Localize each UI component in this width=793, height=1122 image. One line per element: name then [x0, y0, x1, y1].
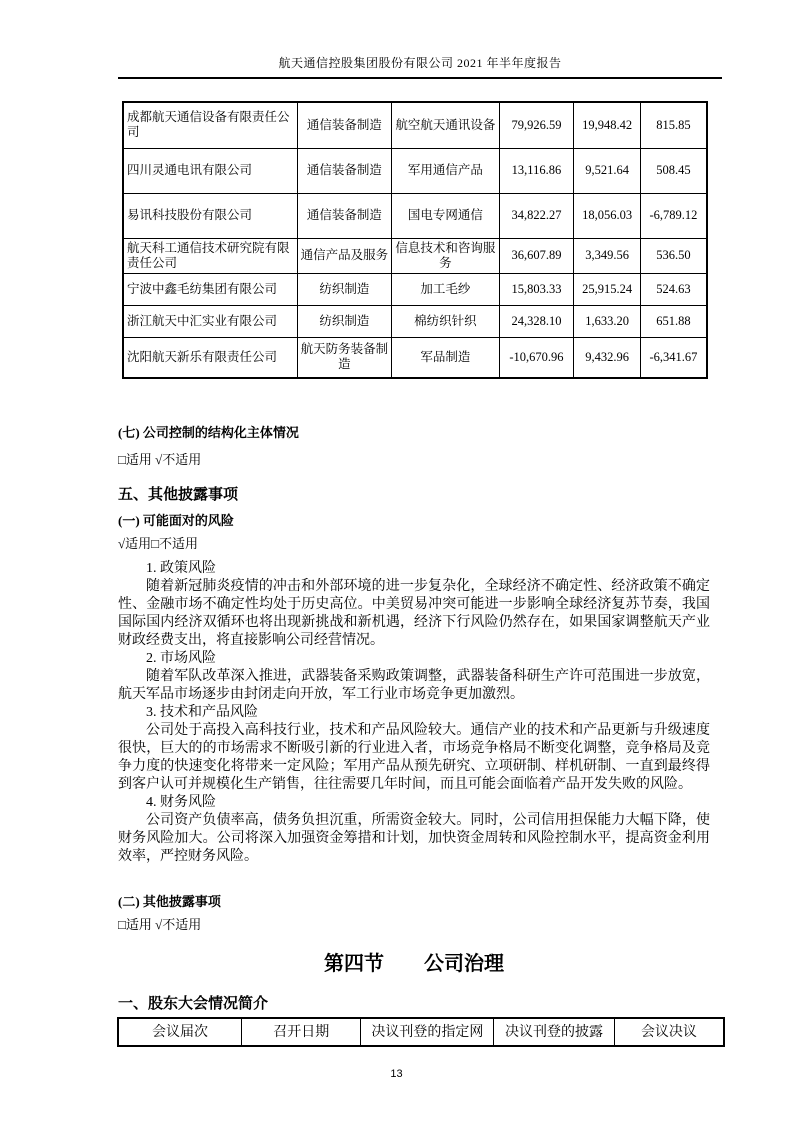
industry-cell: 纺织制造	[297, 273, 392, 305]
table-row	[123, 238, 707, 273]
industry-cell: 航天防务装备制造	[297, 337, 392, 378]
company-name-cell: 成都航天通信设备有限责任公司	[123, 102, 297, 148]
value-cell: 1,633.20	[574, 305, 641, 337]
value-cell: 24,328.10	[499, 305, 574, 337]
page-number: 13	[390, 1068, 403, 1080]
value-cell: 524.63	[640, 273, 707, 305]
column-header: 决议刊登的披露	[494, 1018, 615, 1046]
table-row	[123, 273, 707, 305]
company-name-cell: 易讯科技股份有限公司	[123, 193, 297, 238]
value-cell: 815.85	[640, 102, 707, 148]
risk-item-title: 3. 技术和产品风险	[146, 705, 258, 720]
risk-item-title: 1. 政策风险	[146, 561, 216, 576]
risk-item-body: 随着新冠肺炎疫情的冲击和外部环境的进一步复杂化，全球经济不确定性、经济政策不确定性、金融市场不确定性均处于历史高位。中美贸易冲突可能进一步影响全球经济复苏节奏，我国国际国内经济双循环也将出现新挑战和新机遇，经济下行风险仍然存在，如果国家调整航天产业财政经费支出，将直接影响公司经营情况。	[118, 579, 710, 648]
section4-name: 公司治理	[424, 953, 504, 975]
products-cell: 加工毛纱	[392, 273, 499, 305]
products-cell: 棉纺织针织	[392, 305, 499, 337]
value-cell: 13,116.86	[499, 148, 574, 193]
section4-title	[118, 949, 710, 979]
products-cell: 国电专网通信	[392, 193, 499, 238]
applicability-structured-entities: □适用 √不适用	[118, 452, 202, 467]
heading-shareholder-meetings: 一、股东大会情况简介	[118, 996, 269, 1012]
column-header: 会议决议	[614, 1018, 724, 1046]
company-name-cell: 宁波中鑫毛纺集团有限公司	[123, 273, 297, 305]
heading-structured-entities: (七) 公司控制的结构化主体情况	[118, 425, 299, 440]
products-cell: 军用通信产品	[392, 148, 499, 193]
company-name-cell: 四川灵通电讯有限公司	[123, 148, 297, 193]
shareholder-meetings-table	[117, 1017, 725, 1047]
table-row	[123, 337, 707, 378]
value-cell: 9,521.64	[574, 148, 641, 193]
industry-cell: 通信装备制造	[297, 148, 392, 193]
table-header-row	[118, 1018, 724, 1046]
text-content	[118, 423, 710, 1047]
company-name-cell: 航天科工通信技术研究院有限责任公司	[123, 238, 297, 273]
heading-possible-risks: (一) 可能面对的风险	[118, 513, 234, 528]
company-name-cell: 沈阳航天新乐有限责任公司	[123, 337, 297, 378]
risk-section	[118, 560, 710, 866]
table-row	[123, 102, 707, 148]
risk-item-body: 随着军队改革深入推进，武器装备采购政策调整，武器装备科研生产许可范围进一步放宽，航天军品市场逐步由封闭走向开放，军工行业市场竞争更加激烈。	[118, 669, 710, 702]
industry-cell: 通信产品及服务	[297, 238, 392, 273]
table-row	[123, 305, 707, 337]
products-cell: 航空航天通讯设备	[392, 102, 499, 148]
value-cell: 25,915.24	[574, 273, 641, 305]
heading-other-disclosure-items: (二) 其他披露事项	[118, 894, 221, 909]
risk-item-title: 4. 财务风险	[146, 795, 216, 810]
table-row	[123, 193, 707, 238]
industry-cell: 通信装备制造	[297, 102, 392, 148]
column-header: 会议届次	[118, 1018, 242, 1046]
products-cell: 军品制造	[392, 337, 499, 378]
value-cell: 19,948.42	[574, 102, 641, 148]
company-name-cell: 浙江航天中汇实业有限公司	[123, 305, 297, 337]
industry-cell: 纺织制造	[297, 305, 392, 337]
value-cell: 651.88	[640, 305, 707, 337]
value-cell: 36,607.89	[499, 238, 574, 273]
value-cell: 79,926.59	[499, 102, 574, 148]
document-title: 航天通信控股集团股份有限公司 2021 年半年度报告	[278, 56, 562, 70]
section4-number: 第四节	[324, 953, 384, 975]
value-cell: 34,822.27	[499, 193, 574, 238]
applicability-other-disclosure-items: □适用 √不适用	[118, 917, 202, 932]
value-cell: 9,432.96	[574, 337, 641, 378]
value-cell: -6,341.67	[640, 337, 707, 378]
applicability-possible-risks: √适用□不适用	[118, 536, 198, 551]
value-cell: 536.50	[640, 238, 707, 273]
heading-other-disclosures: 五、其他披露事项	[118, 487, 239, 503]
products-cell: 信息技术和咨询服务	[392, 238, 499, 273]
value-cell: -6,789.12	[640, 193, 707, 238]
subsidiaries-table	[122, 101, 708, 379]
value-cell: 508.45	[640, 148, 707, 193]
industry-cell: 通信装备制造	[297, 193, 392, 238]
column-header: 决议刊登的指定网	[361, 1018, 494, 1046]
document-header	[118, 0, 722, 79]
value-cell: 18,056.03	[574, 193, 641, 238]
value-cell: 15,803.33	[499, 273, 574, 305]
value-cell: 3,349.56	[574, 238, 641, 273]
risk-item-body: 公司处于高投入高科技行业，技术和产品风险较大。通信产业的技术和产品更新与升级速度很快，巨大的的市场需求不断吸引新的行业进入者，市场竞争格局不断变化调整，竞争格局及竞争力度的快速变化将带来一定风险；军用产品从预先研究、立项研制、样机研制、一直到最终得到客户认可并规模化生产销售，往往需要几年时间，而且可能会面临着产品开发失败的风险。	[118, 723, 710, 792]
table-row	[123, 148, 707, 193]
risk-item-body: 公司资产负债率高，债务负担沉重，所需资金较大。同时，公司信用担保能力大幅下降，使财务风险加大。公司将深入加强资金筹措和计划，加快资金周转和风险控制水平，提高资金利用效率，严控财务风险。	[118, 813, 710, 864]
value-cell: -10,670.96	[499, 337, 574, 378]
risk-item-title: 2. 市场风险	[146, 651, 216, 666]
column-header: 召开日期	[242, 1018, 361, 1046]
